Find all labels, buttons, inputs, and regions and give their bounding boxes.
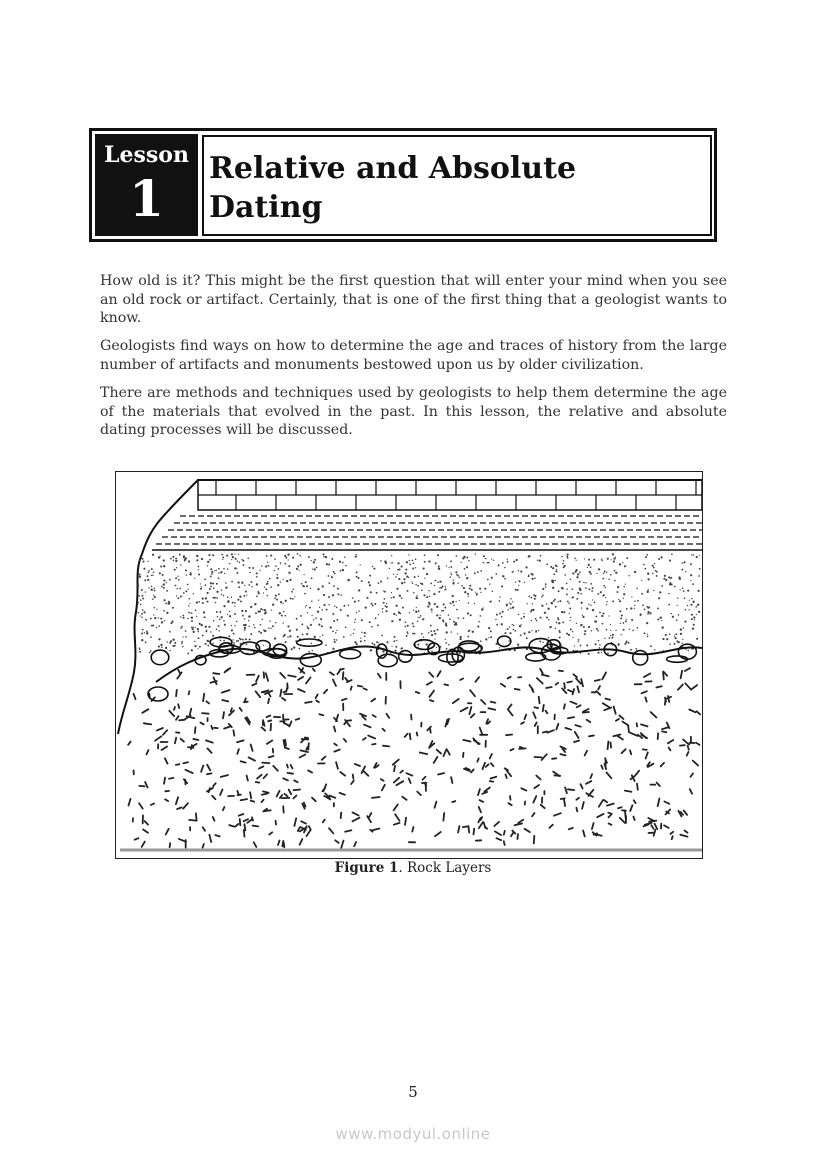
figure-caption-label: Figure 1 [334,860,399,876]
watermark: www.modyul.online [335,1125,491,1143]
paragraph-3: There are methods and techniques used by geologists to help them determine the age of the materials that evolved in the past. In this lesson, the relative and absolute dating processes will be discussed. [100,385,727,438]
lesson-label: Lesson [104,142,189,168]
lesson-title-line-1: Relative and Absolute [209,151,577,186]
rock-layers-figure [115,471,703,859]
paragraph-1: How old is it? This might be the first question that will enter your mind when you see an old rock or artifact. Certainly, that is one of the first thing that a geologist wants to know. [100,273,727,326]
lesson-header [89,128,717,242]
lesson-title-line-2: Dating [209,190,323,225]
lesson-title-box [202,135,712,236]
page-number: 5 [408,1083,418,1101]
lesson-number: 1 [129,169,164,228]
lesson-badge [95,134,198,236]
rock-layers-illustration [116,472,702,858]
figure-caption [0,860,826,876]
paragraph-2: Geologists find ways on how to determine the age and traces of history from the large number of artifacts and monuments bestowed upon us by older civilization. [100,338,727,373]
figure-caption-text: . Rock Layers [398,860,492,876]
